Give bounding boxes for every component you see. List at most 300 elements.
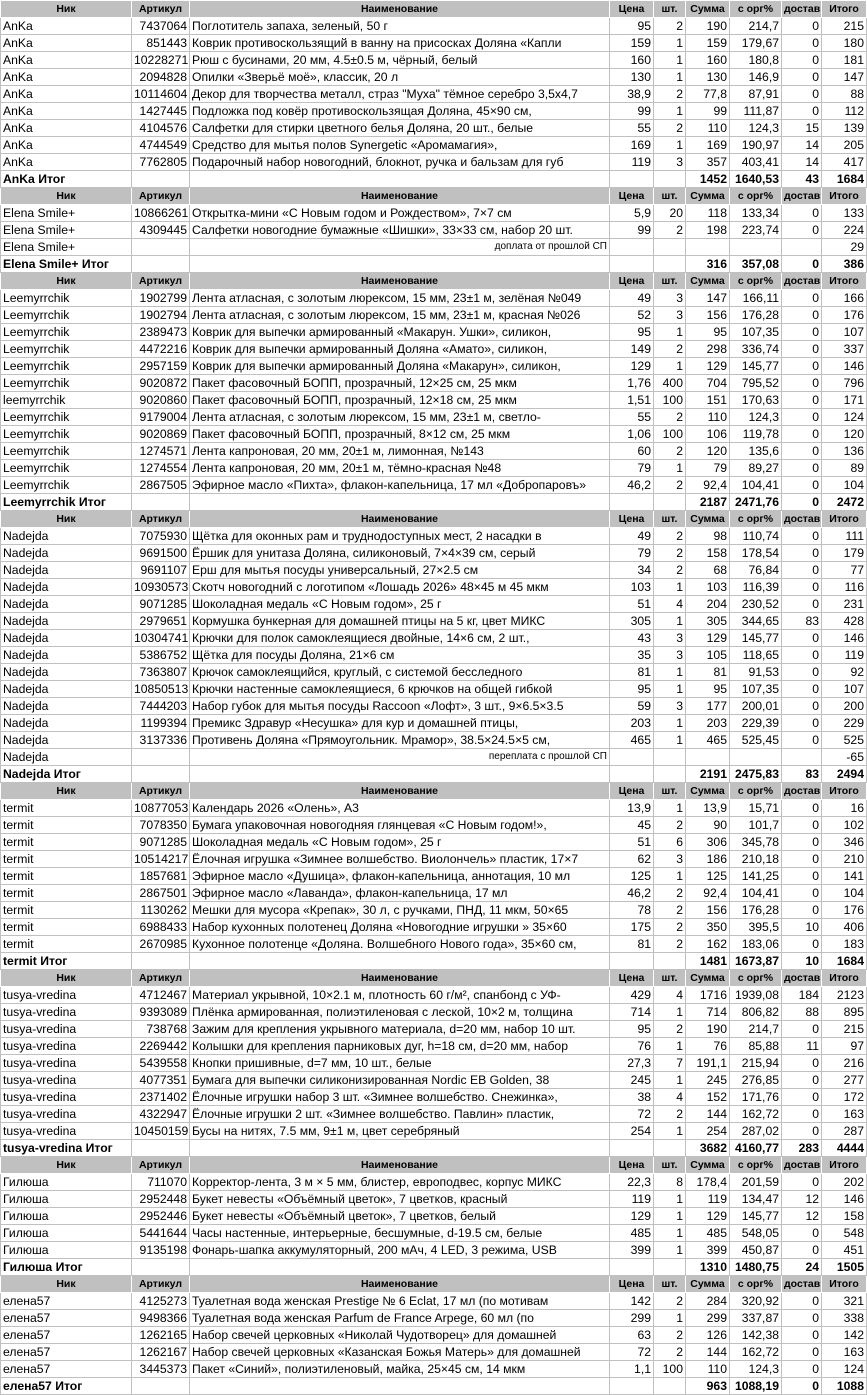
table-cell: 548 bbox=[822, 1225, 867, 1242]
column-header-cell: Наименование bbox=[190, 1, 610, 18]
table-cell: Эфирное масло «Душица», флакон-капельница, аннотация, 10 мл bbox=[190, 868, 610, 885]
table-cell: 6988433 bbox=[132, 919, 190, 936]
table-cell: Nadejda bbox=[1, 528, 132, 545]
table-cell: 1 bbox=[654, 324, 686, 341]
table-cell: 1 bbox=[654, 35, 686, 52]
table-cell: 144 bbox=[686, 1106, 730, 1123]
table-cell: 2389473 bbox=[132, 324, 190, 341]
table-cell: елена57 bbox=[1, 1361, 132, 1378]
table-cell: 124 bbox=[822, 1361, 867, 1378]
table-row bbox=[1, 1089, 867, 1106]
table-cell: Поглотитель запаха, зеленый, 50 г bbox=[190, 18, 610, 35]
group-total-value: 1480,75 bbox=[730, 1259, 782, 1276]
table-cell: 104 bbox=[822, 885, 867, 902]
table-cell: Крючки для полок самоклеящиеся двойные, 14×6 см, 2 шт., bbox=[190, 630, 610, 647]
table-cell: 2 bbox=[654, 919, 686, 936]
table-cell: 0 bbox=[782, 1310, 822, 1327]
table-cell: 79 bbox=[610, 545, 654, 562]
table-row bbox=[1, 358, 867, 375]
table-cell: Набор свечей церковных «Николай Чудотворец» для домашней bbox=[190, 1327, 610, 1344]
table-cell: 176,28 bbox=[730, 902, 782, 919]
table-cell: 0 bbox=[782, 103, 822, 120]
table-cell: 406 bbox=[822, 919, 867, 936]
table-cell bbox=[610, 256, 654, 273]
table-row bbox=[1, 664, 867, 681]
table-cell: Nadejda bbox=[1, 664, 132, 681]
table-cell: tusya-vredina bbox=[1, 987, 132, 1004]
table-cell: 2 bbox=[654, 1106, 686, 1123]
column-header-cell: Сумма bbox=[686, 273, 730, 290]
table-cell: 7444203 bbox=[132, 698, 190, 715]
group-total-value: 1088 bbox=[822, 1378, 867, 1395]
table-cell: 146 bbox=[822, 1191, 867, 1208]
table-cell: AnKa bbox=[1, 35, 132, 52]
table-cell: Пакет фасовочный БОПП, прозрачный, 8×12 см, 25 мкм bbox=[190, 426, 610, 443]
table-cell: termit bbox=[1, 868, 132, 885]
table-cell: 139 bbox=[822, 120, 867, 137]
table-cell: 5,9 bbox=[610, 205, 654, 222]
group-total-label: Nadejda Итог bbox=[1, 766, 132, 783]
table-cell: 179 bbox=[822, 545, 867, 562]
table-cell: 1857681 bbox=[132, 868, 190, 885]
table-cell: 63 bbox=[610, 1327, 654, 1344]
table-cell: 3 bbox=[654, 154, 686, 171]
table-row bbox=[1, 307, 867, 324]
table-cell: Декор для творчества металл, страз "Муха" тёмное серебро 3,5х4,7 bbox=[190, 86, 610, 103]
table-cell: 4 bbox=[654, 1089, 686, 1106]
table-cell: 198 bbox=[686, 222, 730, 239]
table-cell bbox=[132, 749, 190, 766]
table-cell: Скотч новогодний с логотипом «Лошадь 2026» 48×45 м 45 мкм bbox=[190, 579, 610, 596]
table-cell: 0 bbox=[782, 664, 822, 681]
table-cell bbox=[654, 256, 686, 273]
table-cell: 101,7 bbox=[730, 817, 782, 834]
table-row bbox=[1, 477, 867, 494]
table-cell: Nadejda bbox=[1, 681, 132, 698]
table-cell: 52 bbox=[610, 307, 654, 324]
table-cell: 0 bbox=[782, 1123, 822, 1140]
table-cell: 216 bbox=[822, 1055, 867, 1072]
table-cell: 133,34 bbox=[730, 205, 782, 222]
table-cell: 160 bbox=[686, 52, 730, 69]
table-cell: AnKa bbox=[1, 18, 132, 35]
table-cell: 46,2 bbox=[610, 477, 654, 494]
column-header-cell: Итого bbox=[822, 511, 867, 528]
table-cell: 107 bbox=[822, 681, 867, 698]
table-cell: 224 bbox=[822, 222, 867, 239]
table-cell: Leemyrrchik bbox=[1, 358, 132, 375]
table-cell: 0 bbox=[782, 1089, 822, 1106]
table-cell: 183,06 bbox=[730, 936, 782, 953]
table-cell: 0 bbox=[782, 1106, 822, 1123]
table-cell: 1902799 bbox=[132, 290, 190, 307]
group-total-value: 83 bbox=[782, 766, 822, 783]
table-cell: 338 bbox=[822, 1310, 867, 1327]
table-cell: 0 bbox=[782, 35, 822, 52]
column-header-cell: с орг% bbox=[730, 1, 782, 18]
table-cell: 2952446 bbox=[132, 1208, 190, 1225]
column-header-cell: достав bbox=[782, 1157, 822, 1174]
table-cell: 287,02 bbox=[730, 1123, 782, 1140]
table-cell: termit bbox=[1, 919, 132, 936]
table-row bbox=[1, 1361, 867, 1378]
group-total-row bbox=[1, 766, 867, 783]
table-cell: 525 bbox=[822, 732, 867, 749]
column-header-cell: Итого bbox=[822, 970, 867, 987]
table-cell: Противень Доляна «Прямоугольник. Мрамор», 38.5×24.5×5 см, bbox=[190, 732, 610, 749]
table-cell: 0 bbox=[782, 307, 822, 324]
table-cell: 9179004 bbox=[132, 409, 190, 426]
group-total-value: 0 bbox=[782, 256, 822, 273]
table-cell: Коврик для выпечки армированный Доляна «Макарун», силикон, bbox=[190, 358, 610, 375]
table-cell: 0 bbox=[782, 885, 822, 902]
table-cell: 146 bbox=[822, 358, 867, 375]
group-total-value: 1310 bbox=[686, 1259, 730, 1276]
table-cell: 7075930 bbox=[132, 528, 190, 545]
group-total-value: 2187 bbox=[686, 494, 730, 511]
table-row bbox=[1, 1038, 867, 1055]
table-cell bbox=[610, 953, 654, 970]
table-cell: 1 bbox=[654, 69, 686, 86]
table-cell: 0 bbox=[782, 1072, 822, 1089]
column-header-cell: Наименование bbox=[190, 970, 610, 987]
table-cell: 5441644 bbox=[132, 1225, 190, 1242]
table-cell: 200,01 bbox=[730, 698, 782, 715]
table-row bbox=[1, 1310, 867, 1327]
table-cell: 111 bbox=[822, 528, 867, 545]
table-cell: 166 bbox=[822, 290, 867, 307]
column-header-cell: шт. bbox=[654, 783, 686, 800]
table-cell: 0 bbox=[782, 817, 822, 834]
note-text: переплата с прошлой СП bbox=[190, 749, 610, 766]
table-cell: 1 bbox=[654, 358, 686, 375]
table-cell: Лента капроновая, 20 мм, 20±1 м, тёмно-красная №48 bbox=[190, 460, 610, 477]
table-cell: 55 bbox=[610, 409, 654, 426]
table-cell: 0 bbox=[782, 647, 822, 664]
table-cell: Leemyrrchik bbox=[1, 341, 132, 358]
table-cell: 175 bbox=[610, 919, 654, 936]
table-cell: 200 bbox=[822, 698, 867, 715]
column-header-cell: Цена bbox=[610, 273, 654, 290]
column-header-cell: достав bbox=[782, 1, 822, 18]
table-cell bbox=[654, 494, 686, 511]
column-header-cell: с орг% bbox=[730, 783, 782, 800]
table-cell: Пакет фасовочный БОПП, прозрачный, 12×25 см, 25 мкм bbox=[190, 375, 610, 392]
table-cell: Leemyrrchik bbox=[1, 426, 132, 443]
group-total-value: 43 bbox=[782, 171, 822, 188]
column-header-cell: Артикул bbox=[132, 188, 190, 205]
table-cell: 125 bbox=[686, 868, 730, 885]
table-cell: 4 bbox=[654, 987, 686, 1004]
table-cell: 2371402 bbox=[132, 1089, 190, 1106]
table-cell: 2 bbox=[654, 817, 686, 834]
table-cell: 124,3 bbox=[730, 120, 782, 137]
group-total-value: 10 bbox=[782, 953, 822, 970]
table-cell: 0 bbox=[782, 834, 822, 851]
table-cell bbox=[654, 766, 686, 783]
table-cell: 3 bbox=[654, 290, 686, 307]
column-header-cell: Артикул bbox=[132, 511, 190, 528]
table-cell: 1,06 bbox=[610, 426, 654, 443]
table-cell: Лента капроновая, 20 мм, 20±1 м, лимонная, №143 bbox=[190, 443, 610, 460]
table-cell: 0 bbox=[782, 1242, 822, 1259]
table-cell: Leemyrrchik bbox=[1, 460, 132, 477]
column-header-cell: Наименование bbox=[190, 1276, 610, 1293]
table-cell: 184 bbox=[782, 987, 822, 1004]
note-amount: -65 bbox=[822, 749, 867, 766]
table-cell: 162 bbox=[686, 936, 730, 953]
table-cell: 738768 bbox=[132, 1021, 190, 1038]
column-header-row bbox=[1, 273, 867, 290]
group-total-label: Гилюша Итог bbox=[1, 1259, 132, 1276]
group-total-label: елена57 Итог bbox=[1, 1378, 132, 1395]
table-cell: 186 bbox=[686, 851, 730, 868]
table-cell bbox=[132, 1140, 190, 1157]
table-cell: 116,39 bbox=[730, 579, 782, 596]
table-cell: 1 bbox=[654, 52, 686, 69]
column-header-cell: достав bbox=[782, 783, 822, 800]
table-row bbox=[1, 800, 867, 817]
table-cell: 125 bbox=[610, 868, 654, 885]
table-cell: 4125273 bbox=[132, 1293, 190, 1310]
table-cell: 399 bbox=[686, 1242, 730, 1259]
table-cell: 230,52 bbox=[730, 596, 782, 613]
table-cell: 16 bbox=[822, 800, 867, 817]
group-total-row bbox=[1, 494, 867, 511]
table-cell: 1199394 bbox=[132, 715, 190, 732]
table-cell: 1 bbox=[654, 664, 686, 681]
table-cell bbox=[654, 953, 686, 970]
table-cell: 78 bbox=[610, 902, 654, 919]
table-cell: 180,8 bbox=[730, 52, 782, 69]
table-cell: 81 bbox=[610, 936, 654, 953]
table-cell: 146 bbox=[822, 630, 867, 647]
table-cell: 4104576 bbox=[132, 120, 190, 137]
table-cell: Рюш с бусинами, 20 мм, 4.5±0.5 м, чёрный, белый bbox=[190, 52, 610, 69]
table-row bbox=[1, 375, 867, 392]
table-cell: 714 bbox=[686, 1004, 730, 1021]
table-cell: елена57 bbox=[1, 1293, 132, 1310]
table-cell: 0 bbox=[782, 341, 822, 358]
column-header-cell: с орг% bbox=[730, 1276, 782, 1293]
table-cell: 2670985 bbox=[132, 936, 190, 953]
table-cell: 1262165 bbox=[132, 1327, 190, 1344]
table-cell: 704 bbox=[686, 375, 730, 392]
table-cell: 451 bbox=[822, 1242, 867, 1259]
table-cell: 133 bbox=[822, 205, 867, 222]
table-cell: Leemyrrchik bbox=[1, 375, 132, 392]
note-row bbox=[1, 749, 867, 766]
table-row bbox=[1, 86, 867, 103]
table-cell: 112 bbox=[822, 103, 867, 120]
table-cell: 95 bbox=[686, 324, 730, 341]
table-cell: Щётка для оконных рам и труднодоступных мест, 2 насадки в bbox=[190, 528, 610, 545]
table-cell: 92,4 bbox=[686, 477, 730, 494]
table-cell: Кнопки пришивные, d=7 мм, 10 шт., белые bbox=[190, 1055, 610, 1072]
table-row bbox=[1, 596, 867, 613]
table-cell: 89 bbox=[822, 460, 867, 477]
table-cell bbox=[654, 239, 686, 256]
table-cell: 1 bbox=[654, 1072, 686, 1089]
column-header-row bbox=[1, 1276, 867, 1293]
table-cell: 9020869 bbox=[132, 426, 190, 443]
column-header-cell: Сумма bbox=[686, 511, 730, 528]
table-cell: 0 bbox=[782, 52, 822, 69]
table-cell: 105 bbox=[686, 647, 730, 664]
table-cell: 525,45 bbox=[730, 732, 782, 749]
table-cell: 214,7 bbox=[730, 18, 782, 35]
column-header-cell: Сумма bbox=[686, 1157, 730, 1174]
table-cell: 76 bbox=[686, 1038, 730, 1055]
table-cell: 172 bbox=[822, 1089, 867, 1106]
table-cell: 136 bbox=[822, 443, 867, 460]
table-cell: 4077351 bbox=[132, 1072, 190, 1089]
table-cell: 107,35 bbox=[730, 681, 782, 698]
group-total-value: 1673,87 bbox=[730, 953, 782, 970]
table-cell: 169 bbox=[610, 137, 654, 154]
table-cell: 100 bbox=[654, 426, 686, 443]
table-cell: Подарочный набор новогодний, блокнот, ручка и бальзам для губ bbox=[190, 154, 610, 171]
table-cell: AnKa bbox=[1, 69, 132, 86]
table-cell bbox=[610, 171, 654, 188]
table-cell: 135,6 bbox=[730, 443, 782, 460]
table-cell: 305 bbox=[610, 613, 654, 630]
table-cell: 162,72 bbox=[730, 1106, 782, 1123]
table-cell: 229,39 bbox=[730, 715, 782, 732]
table-cell: 9071285 bbox=[132, 834, 190, 851]
table-cell bbox=[132, 171, 190, 188]
table-cell: 15,71 bbox=[730, 800, 782, 817]
table-cell: 299 bbox=[610, 1310, 654, 1327]
table-cell: 2867505 bbox=[132, 477, 190, 494]
table-cell: 711070 bbox=[132, 1174, 190, 1191]
table-cell: 2 bbox=[654, 528, 686, 545]
table-cell: елена57 bbox=[1, 1344, 132, 1361]
table-cell: Leemyrrchik bbox=[1, 307, 132, 324]
table-cell: 2 bbox=[654, 120, 686, 137]
table-cell: 2867501 bbox=[132, 885, 190, 902]
table-cell: 806,82 bbox=[730, 1004, 782, 1021]
table-cell: 245 bbox=[610, 1072, 654, 1089]
table-cell: 152 bbox=[686, 1089, 730, 1106]
table-cell: 0 bbox=[782, 1293, 822, 1310]
table-cell: 0 bbox=[782, 630, 822, 647]
order-table-body bbox=[1, 1, 867, 1395]
table-cell: 0 bbox=[782, 460, 822, 477]
group-total-value: 2471,76 bbox=[730, 494, 782, 511]
group-total-value: 386 bbox=[822, 256, 867, 273]
table-cell: 145,77 bbox=[730, 358, 782, 375]
column-header-cell: с орг% bbox=[730, 188, 782, 205]
table-cell: 346 bbox=[822, 834, 867, 851]
table-cell: 169 bbox=[686, 137, 730, 154]
table-cell: 2 bbox=[654, 1327, 686, 1344]
group-total-value: 283 bbox=[782, 1140, 822, 1157]
group-total-row bbox=[1, 171, 867, 188]
table-cell: 205 bbox=[822, 137, 867, 154]
table-cell: 151 bbox=[686, 392, 730, 409]
table-cell: Leemyrrchik bbox=[1, 443, 132, 460]
table-cell: 357 bbox=[686, 154, 730, 171]
table-cell: 1 bbox=[654, 1038, 686, 1055]
table-row bbox=[1, 851, 867, 868]
table-cell: 2957159 bbox=[132, 358, 190, 375]
table-cell: 1 bbox=[654, 137, 686, 154]
table-cell: 98 bbox=[686, 528, 730, 545]
table-cell: 2 bbox=[654, 341, 686, 358]
table-cell: Nadejda bbox=[1, 596, 132, 613]
table-cell: 215 bbox=[822, 1021, 867, 1038]
table-cell: 72 bbox=[610, 1106, 654, 1123]
column-header-cell: Цена bbox=[610, 1276, 654, 1293]
table-cell: 142 bbox=[822, 1327, 867, 1344]
table-cell: 99 bbox=[686, 103, 730, 120]
table-cell: 2 bbox=[654, 885, 686, 902]
table-cell: AnKa bbox=[1, 120, 132, 137]
table-row bbox=[1, 35, 867, 52]
table-row bbox=[1, 919, 867, 936]
column-header-cell: Артикул bbox=[132, 1, 190, 18]
table-cell: 350 bbox=[686, 919, 730, 936]
table-cell: Leemyrrchik bbox=[1, 290, 132, 307]
table-cell: 176 bbox=[822, 902, 867, 919]
table-cell: 254 bbox=[686, 1123, 730, 1140]
group-total-row bbox=[1, 1259, 867, 1276]
table-cell: 284 bbox=[686, 1293, 730, 1310]
table-cell: 2979651 bbox=[132, 613, 190, 630]
table-row bbox=[1, 443, 867, 460]
table-cell: Материал укрывной, 10×2.1 м, плотность 60 г/м², спанбонд с УФ- bbox=[190, 987, 610, 1004]
table-cell bbox=[190, 494, 610, 511]
table-cell: 10514217 bbox=[132, 851, 190, 868]
table-cell: 399 bbox=[610, 1242, 654, 1259]
table-cell: 190 bbox=[686, 18, 730, 35]
table-cell: 0 bbox=[782, 1361, 822, 1378]
table-cell: tusya-vredina bbox=[1, 1072, 132, 1089]
table-cell: 158 bbox=[822, 1208, 867, 1225]
table-cell: 0 bbox=[782, 358, 822, 375]
table-cell: 110,74 bbox=[730, 528, 782, 545]
table-cell: 111,87 bbox=[730, 103, 782, 120]
table-cell: 1274554 bbox=[132, 460, 190, 477]
table-cell bbox=[610, 1378, 654, 1395]
table-cell: 276,85 bbox=[730, 1072, 782, 1089]
table-row bbox=[1, 698, 867, 715]
column-header-cell: Цена bbox=[610, 970, 654, 987]
table-cell: 178,4 bbox=[686, 1174, 730, 1191]
table-cell bbox=[686, 239, 730, 256]
table-row bbox=[1, 817, 867, 834]
column-header-cell: шт. bbox=[654, 273, 686, 290]
table-cell: 4744549 bbox=[132, 137, 190, 154]
table-cell: 100 bbox=[654, 392, 686, 409]
table-cell: 3 bbox=[654, 630, 686, 647]
table-cell: 15 bbox=[782, 120, 822, 137]
table-cell: 0 bbox=[782, 205, 822, 222]
column-header-cell: шт. bbox=[654, 511, 686, 528]
table-cell: 795,52 bbox=[730, 375, 782, 392]
table-cell: 190 bbox=[686, 1021, 730, 1038]
group-total-label: Leemyrrchik Итог bbox=[1, 494, 132, 511]
table-cell: 144 bbox=[686, 1344, 730, 1361]
table-row bbox=[1, 69, 867, 86]
column-header-cell: Ник bbox=[1, 1, 132, 18]
table-cell: 0 bbox=[782, 851, 822, 868]
table-cell: Ёлочная игрушка «Зимнее волшебство. Виолончель» пластик, 17×7 bbox=[190, 851, 610, 868]
column-header-cell: Цена bbox=[610, 783, 654, 800]
table-cell: 0 bbox=[782, 596, 822, 613]
table-cell: 51 bbox=[610, 834, 654, 851]
